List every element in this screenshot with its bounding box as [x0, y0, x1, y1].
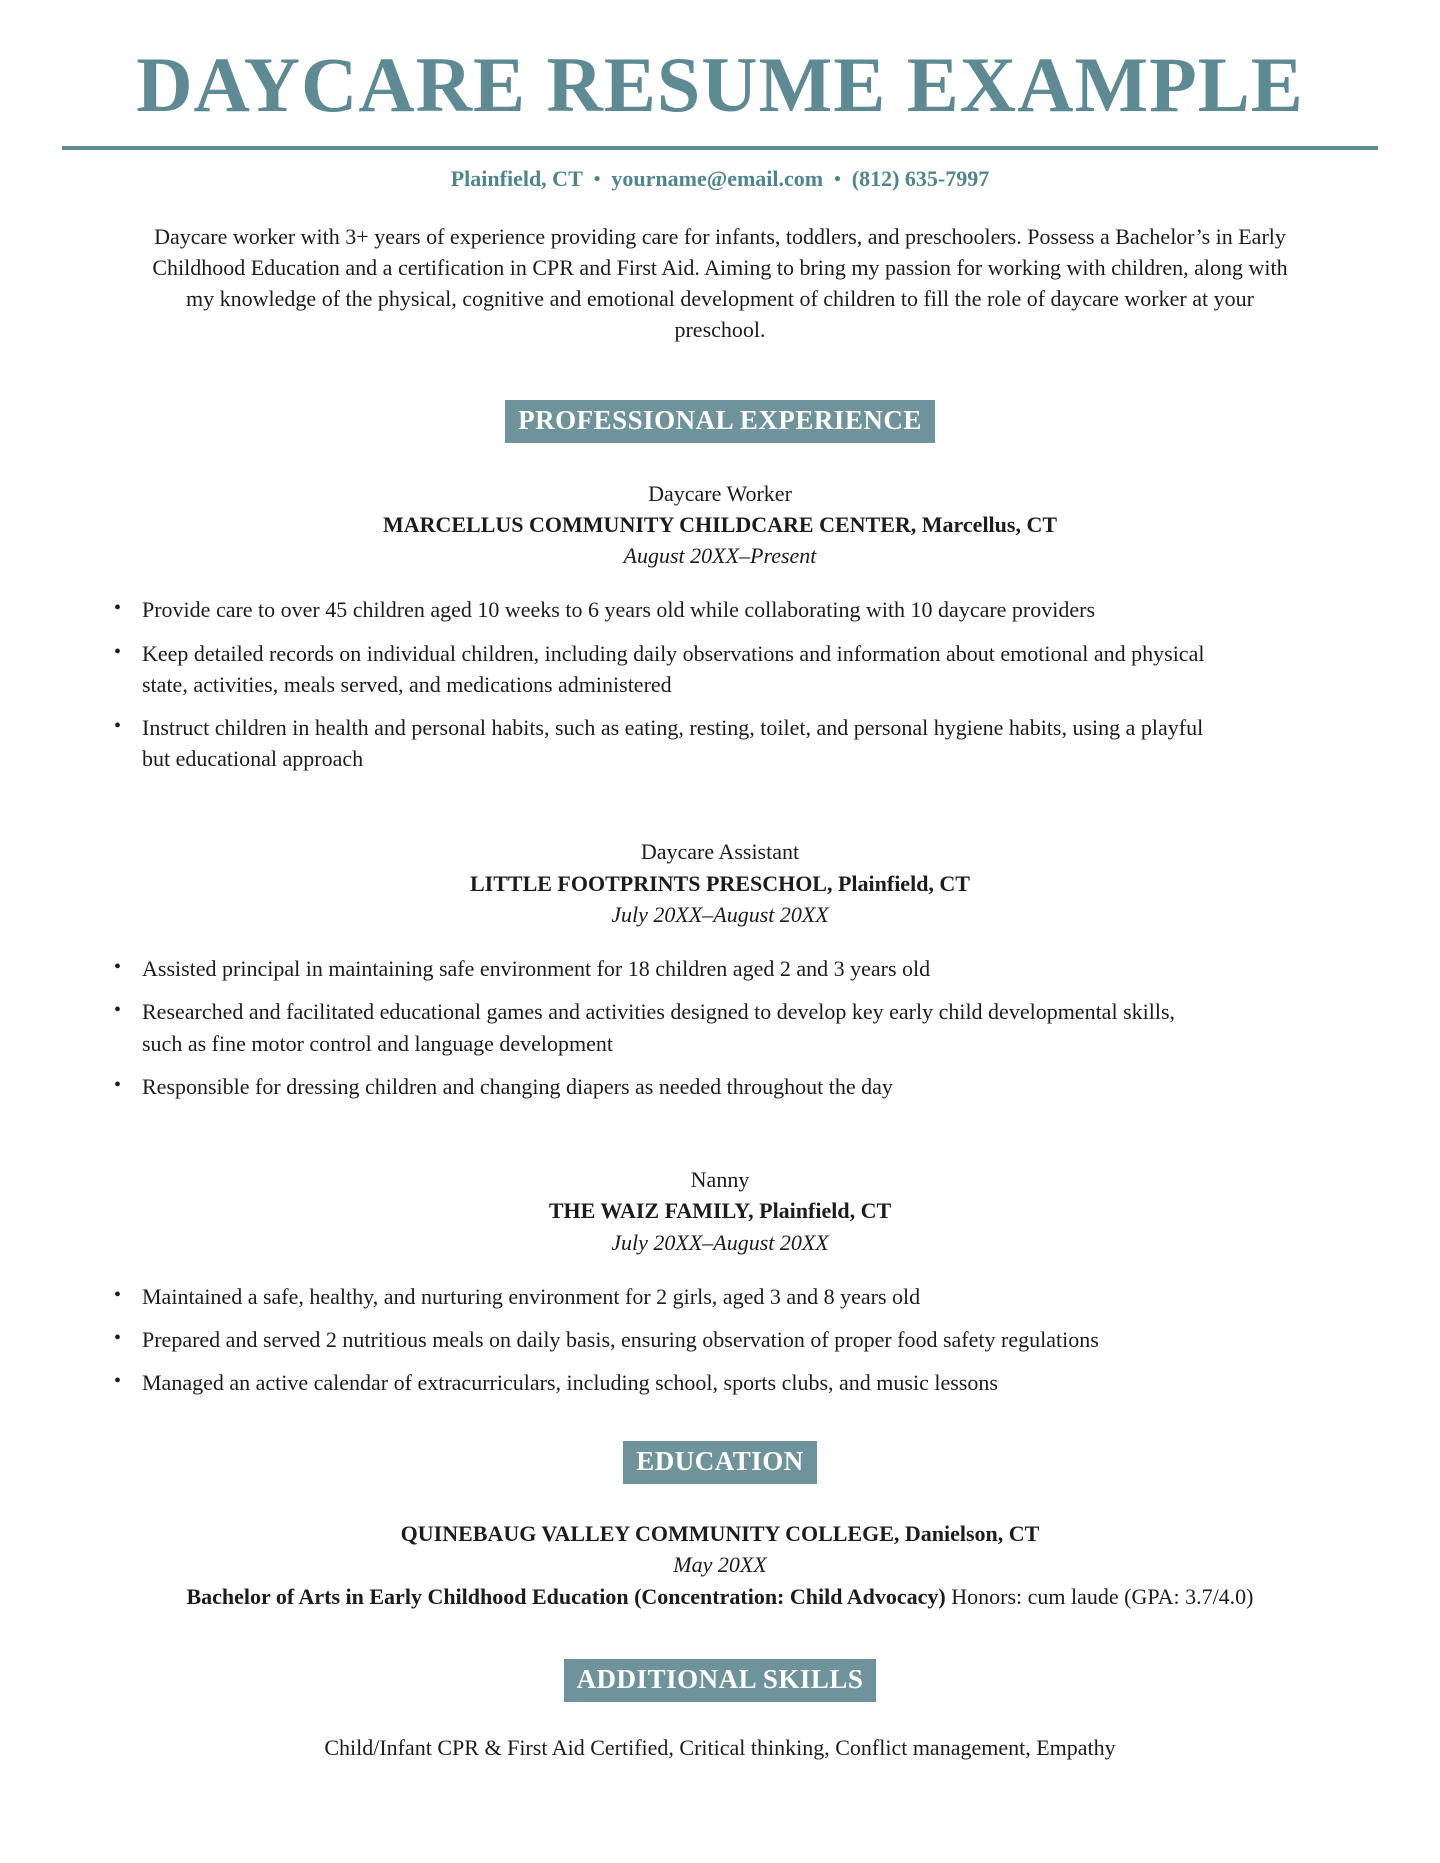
- summary-paragraph: Daycare worker with 3+ years of experience providing care for infants, toddlers, and preschoolers. Possess a Bachelor’s in Early Childhood Education and a certification in CPR and First Aid. Aiming to bring my passion for working with children, along with my knowledge of the physical, cognitive and emotional development of children to fill the role of daycare worker at your preschool.: [152, 223, 1288, 343]
- skills-list: Child/Infant CPR & First Aid Certified, Critical thinking, Conflict management, Empathy: [324, 1735, 1116, 1761]
- job-bullet: • Responsible for dressing children and changing diapers as needed throughout the day: [112, 1071, 1217, 1102]
- job-title: Daycare Worker: [648, 480, 792, 506]
- section-header-row-education: [0, 1441, 1440, 1484]
- title-divider: [62, 146, 1378, 150]
- job-company: MARCELLUS COMMUNITY CHILDCARE CENTER, Marcellus, CT: [382, 511, 1058, 537]
- job-block-nanny: [0, 1164, 1440, 1398]
- job-title: Nanny: [690, 1167, 750, 1193]
- section-header-education: EDUCATION: [623, 1441, 817, 1484]
- job-bullet: • Provide care to over 45 children aged 10 weeks to 6 years old while collaborating with 10 daycare providers: [112, 594, 1217, 625]
- job-dates: August 20XX–Present: [623, 543, 817, 569]
- job-bullet-list: [112, 953, 1440, 1102]
- job-bullet: • Instruct children in health and personal habits, such as eating, resting, toilet, and personal hygiene habits, using a playful but educational approach: [112, 712, 1217, 774]
- job-dates: July 20XX–August 20XX: [611, 1229, 829, 1255]
- section-header-row-experience: [0, 400, 1440, 443]
- education-school: QUINEBAUG VALLEY COMMUNITY COLLEGE, Danielson, CT: [400, 1520, 1040, 1546]
- section-header-professional-experience: PROFESSIONAL EXPERIENCE: [505, 400, 935, 443]
- job-dates: July 20XX–August 20XX: [611, 901, 829, 927]
- education-honors: Honors: cum laude (GPA: 3.7/4.0): [945, 1584, 1254, 1610]
- education-date: May 20XX: [673, 1552, 767, 1578]
- job-bullet-list: [112, 594, 1440, 774]
- contact-email: yourname@email.com: [611, 166, 824, 191]
- page-title: DAYCARE RESUME EXAMPLE: [136, 41, 1304, 128]
- contact-phone: (812) 635-7997: [851, 166, 990, 191]
- job-company: LITTLE FOOTPRINTS PRESCHOL, Plainfield, CT: [470, 870, 970, 896]
- section-header-additional-skills: ADDITIONAL SKILLS: [564, 1659, 877, 1702]
- job-bullet: • Managed an active calendar of extracurriculars, including school, sports clubs, and music lessons: [112, 1367, 1217, 1398]
- job-company: THE WAIZ FAMILY, Plainfield, CT: [548, 1198, 892, 1224]
- section-header-row-skills: [0, 1659, 1440, 1702]
- job-bullet: • Researched and facilitated educational games and activities designed to develop key early child developmental skills, such as fine motor control and language development: [112, 996, 1217, 1058]
- job-block-daycare-assistant: [0, 836, 1440, 1102]
- job-bullet: • Prepared and served 2 nutritious meals on daily basis, ensuring observation of proper food safety regulations: [112, 1324, 1217, 1355]
- education-degree: Bachelor of Arts in Early Childhood Education (Concentration: Child Advocacy): [186, 1584, 946, 1610]
- education-degree-line: [0, 1581, 1440, 1613]
- contact-location: Plainfield, CT: [450, 166, 583, 191]
- contact-line: [0, 165, 1440, 194]
- contact-separator-dot: •: [593, 169, 601, 190]
- contact-separator-dot: •: [834, 169, 841, 190]
- job-bullet: • Assisted principal in maintaining safe environment for 18 children aged 2 and 3 years old: [112, 953, 1217, 984]
- job-bullet: • Keep detailed records on individual children, including daily observations and information about emotional and physical state, activities, meals served, and medications administered: [112, 638, 1217, 700]
- job-title: Daycare Assistant: [640, 839, 800, 865]
- job-bullet: • Maintained a safe, healthy, and nurturing environment for 2 girls, aged 3 and 8 years old: [112, 1281, 1217, 1312]
- job-bullet-list: [112, 1281, 1440, 1399]
- job-block-daycare-worker: [0, 478, 1440, 775]
